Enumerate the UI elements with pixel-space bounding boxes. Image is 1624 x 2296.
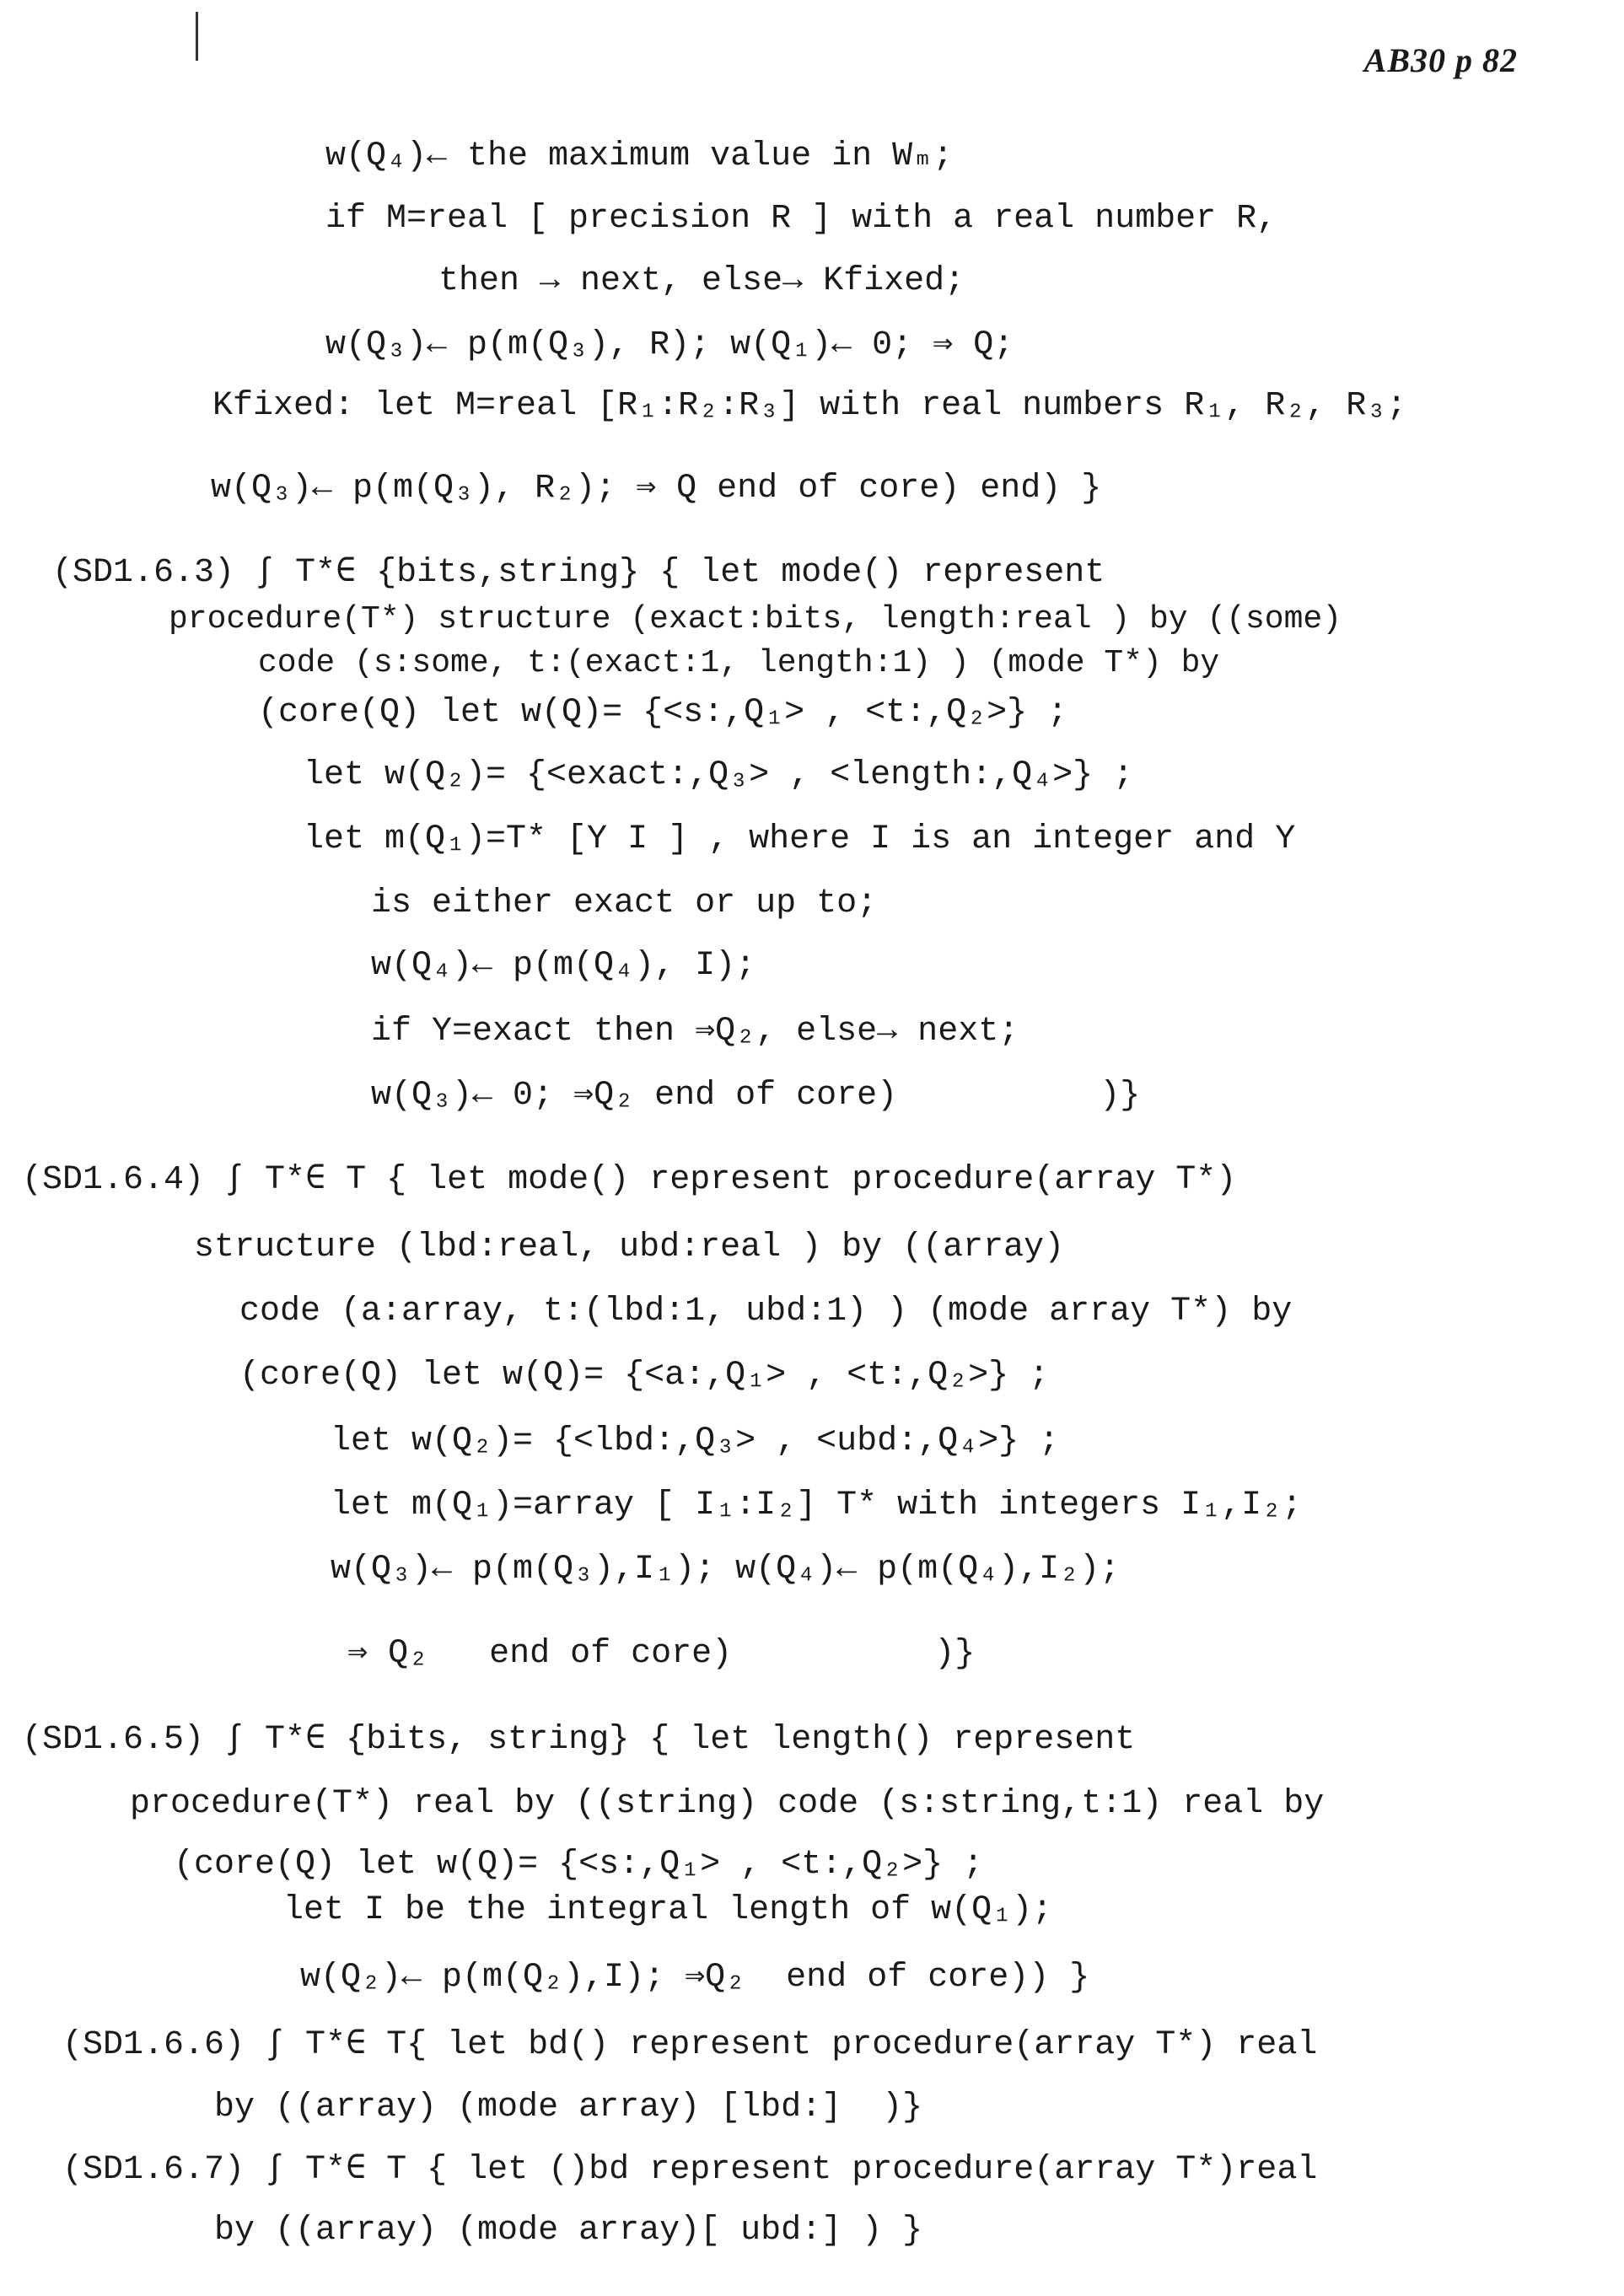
text-line: w(Q₃)← p(m(Q₃), R); w(Q₁)← 0; ⇒ Q; (325, 326, 1014, 364)
text-line: procedure(T*) structure (exact:bits, length:real ) by ((some) (169, 601, 1342, 637)
section-heading-sd1-6-4: (SD1.6.4) ∫ T*∈ T { let mode() represent procedure(array T*) (22, 1161, 1237, 1199)
text-line: let m(Q₁)=array [ I₁:I₂] T* with integers I₁,I₂; (331, 1487, 1303, 1524)
text-line: let m(Q₁)=T* [Y I ] , where I is an integer and Y (304, 820, 1296, 858)
text-line: w(Q₃)← p(m(Q₃), R₂); ⇒ Q end of core) end) } (211, 470, 1102, 508)
text-line: w(Q₂)← p(m(Q₂),I); ⇒Q₂ end of core)) } (300, 1959, 1090, 1997)
text-line: w(Q₃)← 0; ⇒Q₂ end of core) )} (371, 1077, 1141, 1115)
text-line: by ((array) (mode array) [lbd:] )} (214, 2089, 923, 2127)
margin-mark (196, 12, 198, 61)
text-line: ⇒ Q₂ end of core) )} (347, 1635, 976, 1673)
section-heading-sd1-6-5: (SD1.6.5) ∫ T*∈ {bits, string} { let length() represent (22, 1721, 1136, 1759)
text-line: is either exact or up to; (371, 885, 878, 922)
section-heading-sd1-6-3: (SD1.6.3) ∫ T*∈ {bits,string} { let mode() represent (52, 554, 1105, 592)
text-line: (core(Q) let w(Q)= {<s:,Q₁> , <t:,Q₂>} ; (258, 694, 1068, 732)
text-line: structure (lbd:real, ubd:real ) by ((array) (194, 1229, 1065, 1266)
text-line: procedure(T*) real by ((string) code (s:string,t:1) real by (130, 1785, 1325, 1823)
text-line: by ((array) (mode array)[ ubd:] ) } (214, 2212, 923, 2250)
section-heading-sd1-6-6: (SD1.6.6) ∫ T*∈ T{ let bd() represent procedure(array T*) real (62, 2026, 1318, 2064)
text-line: if M=real [ precision R ] with a real number R, (325, 200, 1277, 238)
section-heading-sd1-6-7: (SD1.6.7) ∫ T*∈ T { let ()bd represent procedure(array T*)real (62, 2151, 1318, 2189)
text-line: Kfixed: let M=real [R₁:R₂:R₃] with real numbers R₁, R₂, R₃; (212, 387, 1407, 425)
text-line: let I be the integral length of w(Q₁); (283, 1891, 1053, 1929)
text-line: w(Q₃)← p(m(Q₃),I₁); w(Q₄)← p(m(Q₄),I₂); (331, 1551, 1121, 1589)
text-line: (core(Q) let w(Q)= {<s:,Q₁> , <t:,Q₂>} ; (174, 1846, 984, 1884)
text-line: w(Q₄)← p(m(Q₄), I); (371, 947, 756, 985)
text-line: code (s:some, t:(exact:1, length:1) ) (mode T*) by (258, 645, 1220, 681)
text-line: then → next, else→ Kfixed; (438, 262, 965, 300)
text-line: code (a:array, t:(lbd:1, ubd:1) ) (mode array T*) by (239, 1293, 1293, 1331)
text-line: let w(Q₂)= {<lbd:,Q₃> , <ubd:,Q₄>} ; (331, 1422, 1060, 1460)
text-line: (core(Q) let w(Q)= {<a:,Q₁> , <t:,Q₂>} ; (239, 1357, 1050, 1395)
text-line: w(Q₄)← the maximum value in Wₘ; (325, 137, 954, 175)
page-reference: AB30 p 82 (1363, 41, 1518, 79)
text-line: let w(Q₂)= {<exact:,Q₃> , <length:,Q₄>} ; (304, 756, 1134, 794)
text-line: if Y=exact then ⇒Q₂, else→ next; (371, 1013, 1019, 1051)
